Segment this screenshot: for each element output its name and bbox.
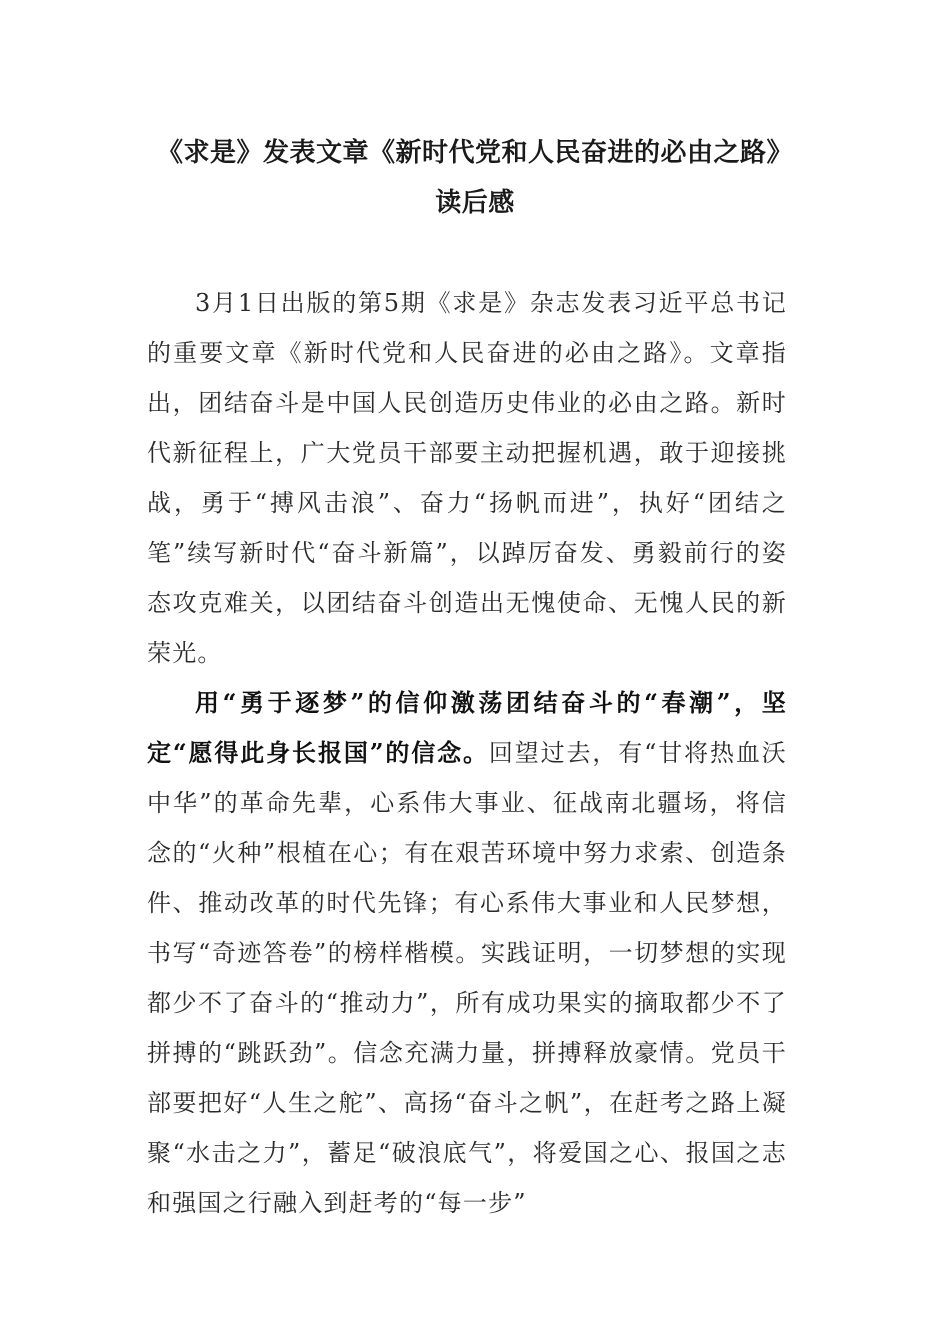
- paragraph-intro: [147, 278, 787, 678]
- document-body: [147, 278, 787, 1228]
- paragraph-text: 回望过去，有“甘将热血沃中华”的革命先辈，心系伟大事业、征战南北疆场，将信念的“火种”根植在心；有在艰苦环境中努力求索、创造条件、推动改革的时代先锋；有心系伟大事业和人民梦想，书写“奇迹答卷”的榜样楷模。实践证明，一切梦想的实现都少不了奋斗的“推动力”，所有成功果实的摘取都少不了拼搏的“跳跃劲”。信念充满力量，拼搏释放豪情。党员干部要把好“人生之舵”、高扬“奋斗之帆”，在赶考之路上凝聚“水击之力”，蓄足“破浪底气”，将爱国之心、报国之志和强国之行融入到赶考的“每一步”: [147, 739, 787, 1217]
- document-title: 《求是》发表文章《新时代党和人民奋进的必由之路》读后感: [156, 138, 793, 218]
- paragraph-lead: 用“勇于逐梦”的信仰激荡团结奋斗的“春潮”，坚定“愿得此身长报国”的信念。: [147, 688, 787, 767]
- paragraph-text: 3月1日出版的第5期《求是》杂志发表习近平总书记的重要文章《新时代党和人民奋进的必由之路》。文章指出，团结奋斗是中国人民创造历史伟业的必由之路。新时代新征程上，广大党员干部要主动把握机遇，敢于迎接挑战，勇于“搏风击浪”、奋力“扬帆而进”，执好“团结之笔”续写新时代“奋斗新篇”，以踔厉奋发、勇毅前行的姿态攻克难关，以团结奋斗创造出无愧使命、无愧人民的新荣光。: [147, 289, 787, 667]
- paragraph-dream: [147, 678, 787, 1228]
